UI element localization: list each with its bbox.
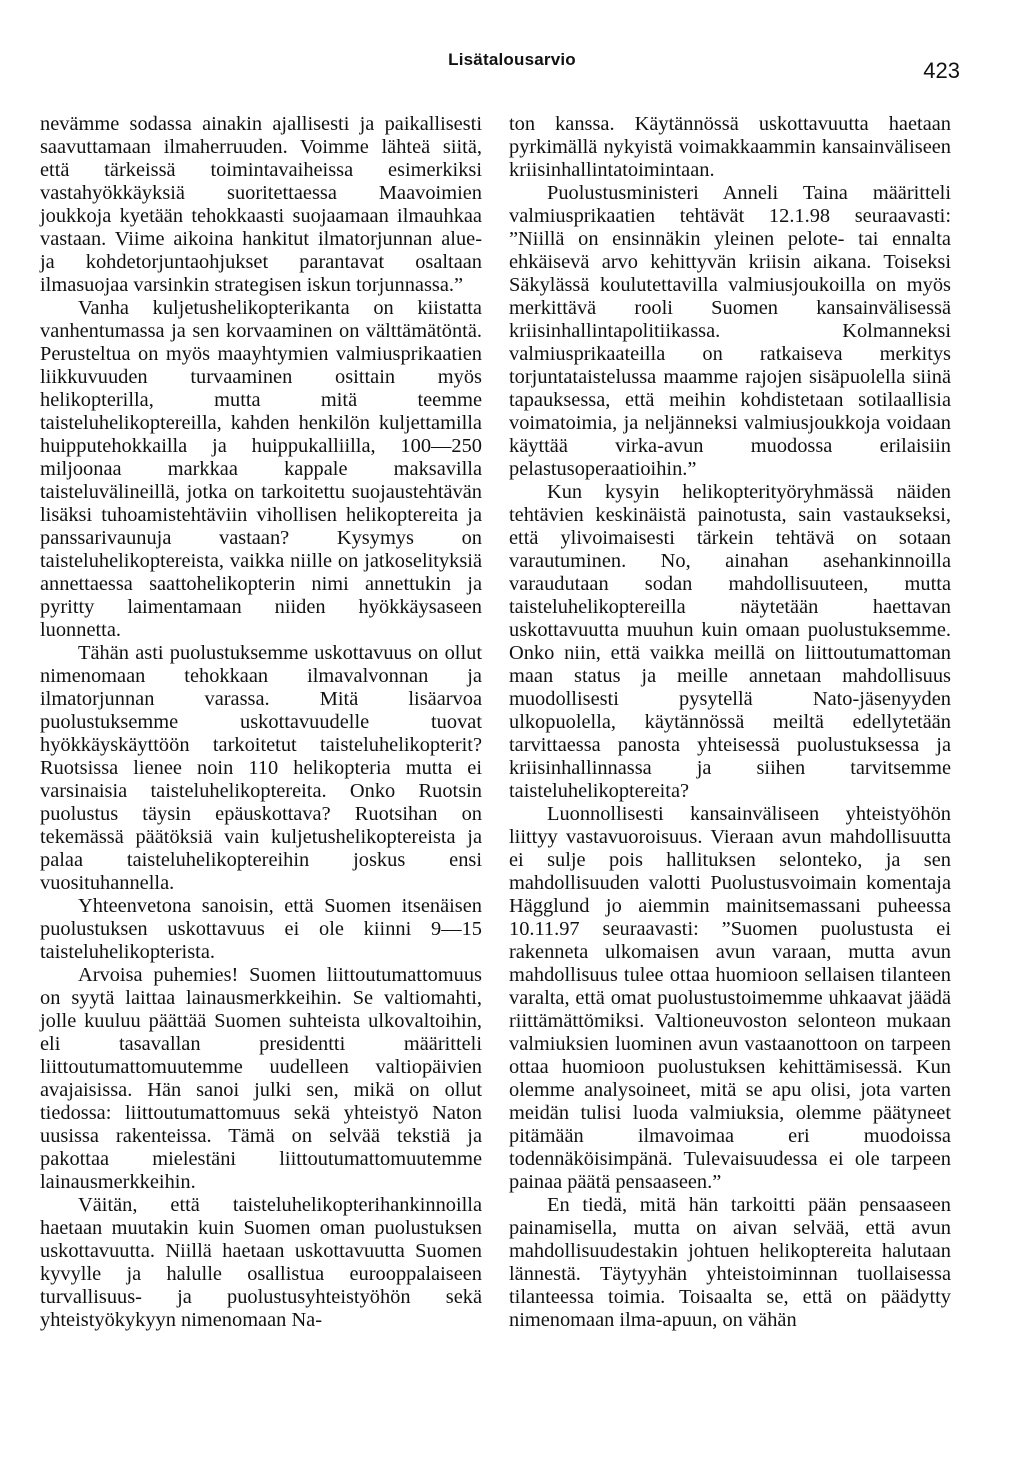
page-number: 423 xyxy=(923,58,960,83)
paragraph: Kun kysyin helikopterityöryhmässä näiden tehtävien keskinäistä painotusta, sain vastaukseksi, että ylivoimaisesti tärkein tehtävä on sotaan varautuminen. No, ainahan asehankinnoilla varaudutaan sodan mahdollisuuteen, mutta taisteluhelikoptereilla näytetään haettavan uskottavuutta muuhun kuin omaan puolustuksemme. Onko niin, että vaikka meillä on liittoutumattoman maan status ja meille annetaan mahdollisuus muodollisesti pysytellä Nato-jäsenyyden ulkopuolella, käytännössä meiltä edellytetään tarvittaessa panosta yhteisessä puolustuksessa ja kriisinhallinnassa ja siihen tarvitsemme taisteluhelikoptereita? xyxy=(509,481,951,802)
left-text-column xyxy=(40,113,482,1332)
running-header-title: Lisätalousarvio xyxy=(448,50,576,69)
paragraph: ton kanssa. Käytännössä uskottavuutta haetaan pyrkimällä nykyistä voimakkaammin kansainväliseen kriisinhallintatoimintaan. xyxy=(509,113,951,181)
paragraph: Luonnollisesti kansainväliseen yhteistyöhön liittyy vastavuoroisuus. Vieraan avun mahdollisuutta ei sulje pois hallituksen selonteko, ja sen mahdollisuuden valotti Puolustusvoimain komentaja Hägglund jo aiemmin mainitsemassani puheessa 10.11.97 seuraavasti: ”Suomen puolustusta ei rakenneta ulkomaisen avun varaan, mutta avun mahdollisuus tulee ottaa huomioon sellaisen tilanteen varalta, että omat puolustustoimemme uhkaavat jäädä riittämättömiksi. Valtioneuvoston selonteon mukaan valmiuksien luominen avun vastaanottoon on tarpeen ottaa huomioon puolustuksen kehittämisessä. Kun olemme analysoineet, mitä se apu olisi, jota varten meidän tulisi luoda valmiuksia, olemme päätyneet pitämään ilmavoimaa eri muodoissa todennäköisimpänä. Tulevaisuudessa ei ole tarpeen painaa päätä pensaaseen.” xyxy=(509,803,951,1193)
paragraph: nevämme sodassa ainakin ajallisesti ja paikallisesti saavuttamaan ilmaherruuden. Voimme lähteä siitä, että tärkeissä toimintavaiheissa esimerkiksi vastahyökkäyksiä suoritettaessa Maavoimien joukkoja kyetään tehokkaasti suojaamaan ilmauhkaa vastaan. Viime aikoina hankitut ilmatorjunnan alue- ja kohdetorjuntaohjukset parantavat osaltaan ilmasuojaa varsinkin strategisen iskun torjunnassa.” xyxy=(40,113,482,296)
paragraph: Arvoisa puhemies! Suomen liittoutumattomuus on syytä laittaa lainausmerkkeihin. Se valtiomahti, jolle kuuluu päättää Suomen suhteista ulkovaltoihin, eli tasavallan presidentti määritteli liittoutumattomuutemme uudelleen valtiopäivien avajaisissa. Hän sanoi julki sen, mikä on ollut tiedossa: liittoutumattomuus sekä yhteistyö Naton uusissa rakenteissa. Tämä on selvää tekstiä ja pakottaa mielestäni liittoutumattomuutemme lainausmerkkeihin. xyxy=(40,964,482,1193)
paragraph: Tähän asti puolustuksemme uskottavuus on ollut nimenomaan tehokkaan ilmavalvonnan ja ilmatorjunnan varassa. Mitä lisäarvoa puolustuksemme uskottavuudelle tuovat hyökkäyskäyttöön tarkoitetut taisteluhelikopterit? Ruotsissa lienee noin 110 helikopteria mutta ei varsinaisia taisteluhelikoptereita. Onko Ruotsin puolustus täysin epäuskottava? Ruotsihan on tekemässä päätöksiä vain kuljetushelikoptereista ja palaa taisteluhelikoptereihin joskus ensi vuosituhannella. xyxy=(40,642,482,894)
paragraph: Väitän, että taisteluhelikopterihankinnoilla haetaan muutakin kuin Suomen oman puolustuksen uskottavuutta. Niillä haetaan uskottavuutta Suomen kyvylle ja halulle osallistua eurooppalaiseen turvallisuus- ja puolustusyhteistyöhön sekä yhteistyökykyyn nimenomaan Na- xyxy=(40,1194,482,1331)
paragraph: Vanha kuljetushelikopterikanta on kiistatta vanhentumassa ja sen korvaaminen on välttämätöntä. Perusteltua on myös maayhtymien valmiusprikaatien liikkuvuuden turvaaminen osittain myös helikopterilla, mutta mitä teemme taisteluhelikoptereilla, kahden henkilön kuljettamilla huipputehokkailla ja huippukalliilla, 100—250 miljoonaa markkaa kappale maksavilla taisteluvälineillä, jotka on tarkoitettu suojaustehtävän lisäksi tuhoamistehtäviin vihollisen helikoptereita ja panssarivaunuja vastaan? Kysymys on taisteluhelikoptereista, vaikka niille on jatkoselityksiä annettaessa saattohelikopterin nimi annettukin ja pyritty laimentamaan niiden hyökkäysaseen luonnetta. xyxy=(40,297,482,641)
paragraph: Puolustusministeri Anneli Taina määritteli valmiusprikaatien tehtävät 12.1.98 seuraavasti: ”Niillä on ensinnäkin yleinen pelote- tai ennalta ehkäisevä arvo kehittyvän kriisin aikana. Toiseksi Säkylässä koulutettavilla valmiusjoukoilla on myös merkittävä rooli Suomen kansainvälisessä kriisinhallintapolitiikassa. Kolmanneksi valmiusprikaateilla on ratkaiseva merkitys torjuntataistelussa maamme rajojen sisäpuolella siinä tapauksessa, että meihin kohdistetaan sotilaallisia voimatoimia, ja neljänneksi valmiusjoukkoja voidaan käyttää virka-avun muodossa erilaisiin pelastusoperaatioihin.” xyxy=(509,182,951,480)
paragraph: En tiedä, mitä hän tarkoitti pään pensaaseen painamisella, mutta on aivan selvää, että avun mahdollisuudestakin johtuen helikoptereita halutaan lännestä. Täytyyhän yhteistoiminnan tuollaisessa tilanteessa toimia. Toisaalta se, että on päädytty nimenomaan ilma-apuun, on vähän xyxy=(509,1194,951,1331)
paragraph: Yhteenvetona sanoisin, että Suomen itsenäisen puolustuksen uskottavuus ei ole kiinni 9—15 taisteluhelikopterista. xyxy=(40,895,482,963)
right-text-column xyxy=(509,113,951,1332)
